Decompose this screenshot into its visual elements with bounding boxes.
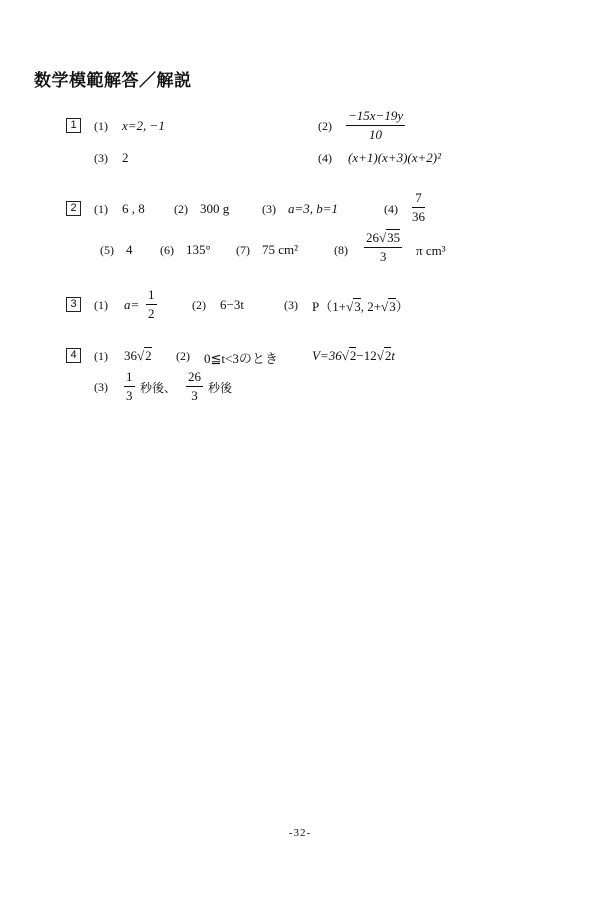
question-number-box: 3 <box>66 297 81 312</box>
part-label: (7) <box>236 243 250 257</box>
answer-part: P（1+ <box>312 299 347 314</box>
answer-part: −12 <box>356 348 377 363</box>
fraction-denominator: 3 <box>191 388 198 403</box>
radicand: 2 <box>384 348 392 363</box>
part-label: (3) <box>94 151 108 165</box>
part-label: (6) <box>160 243 174 257</box>
answer: (x+1)(x+3)(x+2)² <box>348 150 441 165</box>
fraction-numerator: 7 <box>412 190 425 208</box>
radicand: 3 <box>389 299 396 314</box>
answer: 6−3t <box>220 297 244 312</box>
radicand: 2 <box>349 348 357 363</box>
answer: 2 <box>122 150 129 165</box>
answer-fraction <box>146 287 157 322</box>
part-label: (1) <box>94 298 108 312</box>
part-label: (8) <box>334 243 348 257</box>
answer-fraction <box>124 369 135 404</box>
sqrt-sign: √ <box>381 299 389 314</box>
part-label: (2) <box>176 349 190 363</box>
part-label: (4) <box>318 151 332 165</box>
answer-condition: 0≦t<3のとき <box>204 351 278 366</box>
fraction-numerator: 26 <box>186 369 203 387</box>
fraction-denominator: 3 <box>379 249 387 264</box>
answer: 300 g <box>200 201 230 216</box>
fraction-denominator: 2 <box>148 306 155 321</box>
answer-part: , 2+ <box>360 299 382 314</box>
part-label: (1) <box>94 349 108 363</box>
answer-fraction <box>346 108 405 143</box>
answer: a=3, b=1 <box>288 201 339 216</box>
fraction-numerator: 1 <box>146 287 157 305</box>
answer-part: t <box>391 348 395 363</box>
answer-part: V=36 <box>312 348 342 363</box>
fraction-numerator: −15x−19y <box>346 108 405 126</box>
part-label: (5) <box>100 243 114 257</box>
coefficient: 36 <box>124 348 137 363</box>
answer-text: 秒後 <box>208 381 233 395</box>
radicand: 2 <box>145 348 152 363</box>
radicand: 3 <box>354 299 361 314</box>
fraction-denominator: 10 <box>369 127 383 142</box>
answer <box>312 348 395 364</box>
part-label: (3) <box>262 202 276 216</box>
answer: 135° <box>186 242 211 257</box>
part-label: (3) <box>94 380 108 394</box>
answer-part: ） <box>395 299 409 314</box>
fraction-numerator <box>364 230 402 248</box>
sqrt-sign: √ <box>376 348 384 363</box>
answer <box>312 296 409 315</box>
answer: x=2, −1 <box>122 118 165 133</box>
answer-suffix: π cm³ <box>416 243 446 258</box>
fraction-denominator: 3 <box>126 388 133 403</box>
fraction-denominator: 36 <box>412 209 425 224</box>
answer-prefix: a= <box>124 297 140 312</box>
answer-fraction <box>364 230 402 265</box>
answer: 4 <box>126 242 133 257</box>
part-label: (2) <box>318 119 332 133</box>
coefficient: 26 <box>366 230 379 245</box>
part-label: (2) <box>174 202 188 216</box>
question-number-box: 2 <box>66 201 81 216</box>
part-label: (1) <box>94 119 108 133</box>
part-label: (2) <box>192 298 206 312</box>
answer-text: 秒後、 <box>140 381 177 395</box>
part-label: (1) <box>94 202 108 216</box>
sqrt-sign: √ <box>341 348 349 363</box>
sqrt-sign: √ <box>137 348 145 363</box>
answer: 75 cm² <box>262 242 299 257</box>
radicand: 35 <box>387 230 401 245</box>
page-title: 数学模範解答／解説 <box>34 71 192 91</box>
part-label: (4) <box>384 202 398 216</box>
answer-fraction <box>186 369 203 404</box>
fraction-numerator: 1 <box>124 369 135 387</box>
question-number-box: 1 <box>66 118 81 133</box>
answer: 6 , 8 <box>122 201 145 216</box>
answer <box>124 348 152 364</box>
question-number-box: 4 <box>66 348 81 363</box>
page-number: -32- <box>288 827 312 839</box>
part-label: (3) <box>284 298 298 312</box>
answer-fraction <box>412 190 425 225</box>
sqrt-sign: √ <box>346 299 354 314</box>
sqrt-sign: √ <box>379 230 387 245</box>
